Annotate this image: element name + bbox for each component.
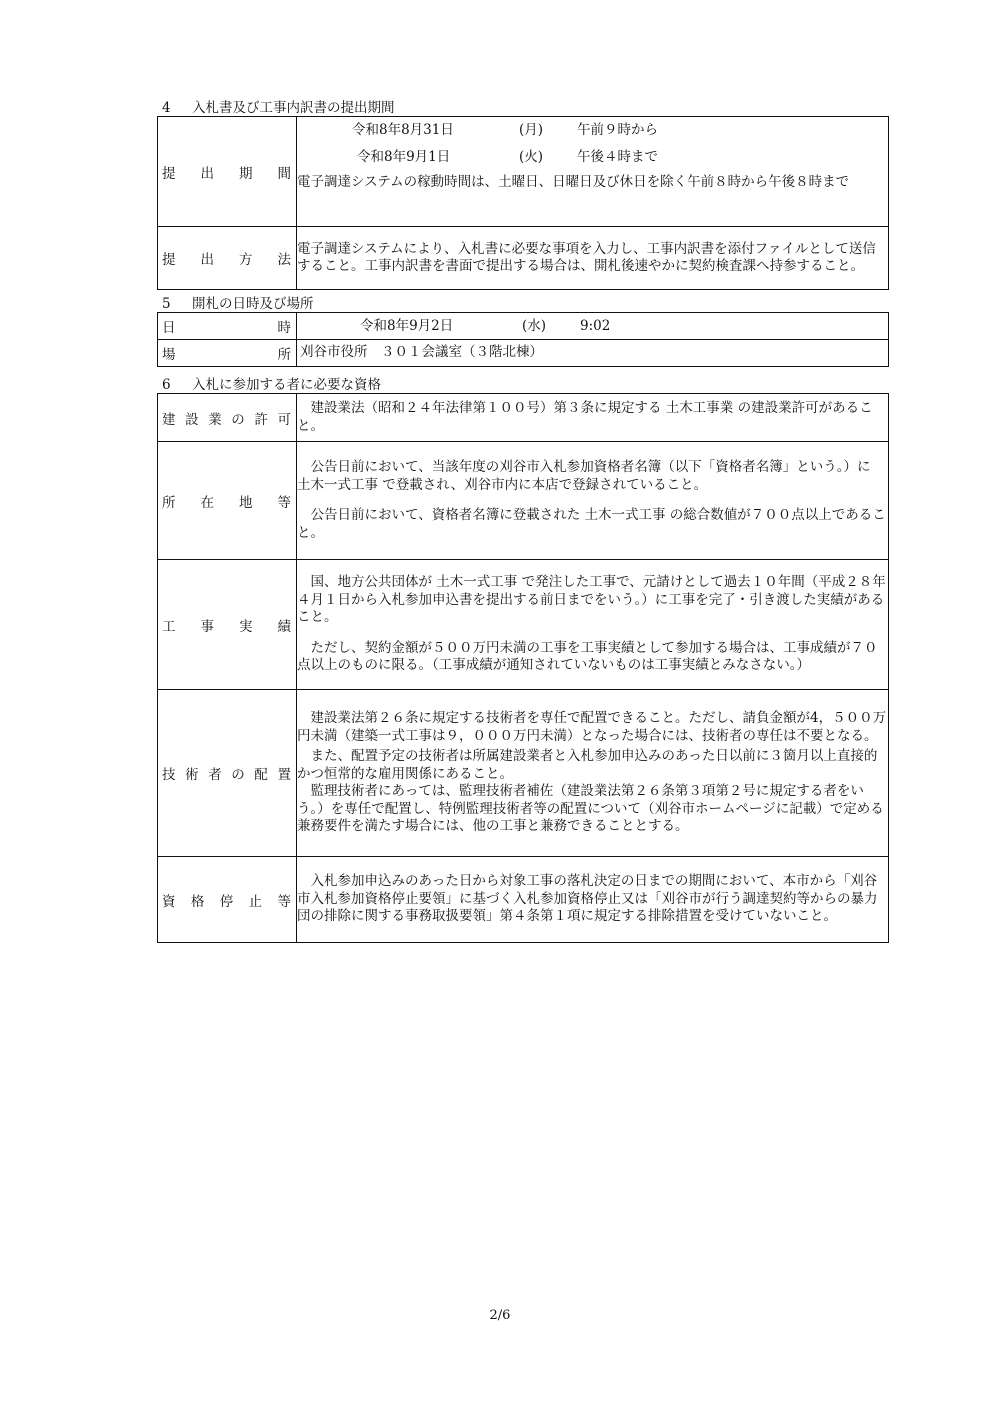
location-label-cell — [158, 442, 297, 560]
license-label-cell — [158, 394, 297, 442]
section-5-heading — [162, 292, 314, 312]
opening-table — [157, 312, 889, 367]
start-time: 午前９時から — [577, 122, 658, 138]
opening-weekday: (水) — [522, 318, 547, 334]
license-text: 建設業法（昭和２４年法律第１００号）第３条に規定する 土木工事業 の建設業許可があること。 — [297, 400, 873, 434]
period-cell — [297, 117, 889, 227]
start-weekday: (月) — [519, 122, 544, 138]
location-para-1: 公告日前において、当該年度の刈谷市入札参加資格者名簿（以下「資格者名簿」という。）に 土木一式工事 で登載され、刈谷市内に本店で登録されていること。 — [297, 459, 871, 493]
place-cell — [297, 340, 889, 367]
engineer-label-cell — [158, 690, 297, 857]
record-para-2: ただし、契約金額が５００万円未満の工事を工事実績として参加する場合は、工事成績が７０点以上のものに限る。（工事成績が通知されていないものは工事実績とみなさない。） — [297, 639, 878, 674]
page-number: 2/6 — [489, 1308, 511, 1323]
section-number: 4 — [162, 100, 171, 116]
period-label-cell — [158, 117, 297, 227]
period-end-row — [297, 144, 888, 171]
section-6-heading — [162, 373, 381, 393]
period-label: 提 出 期 間 — [162, 165, 291, 182]
place-label-cell — [158, 340, 297, 367]
place-label: 場 所 — [162, 347, 291, 363]
engineer-para-1: 建設業法第２６条に規定する技術者を専任で配置できること。ただし、請負金額が4，５００万円未満（建築一式工事は９，０００万円未満）となった場合には、技術者の専任は不要となる。 — [297, 710, 887, 744]
engineer-cell — [297, 690, 889, 857]
suspension-cell — [297, 857, 889, 943]
record-label-cell — [158, 560, 297, 690]
method-text: 電子調達システムにより、入札書に必要な事項を入力し、工事内訳書を添付ファイルとして送信すること。工事内訳書を書面で提出する場合は、開札後速やかに契約検査課へ持参すること。 — [297, 240, 876, 274]
suspension-label: 資 格 停 止 等 — [162, 893, 291, 910]
period-start-row — [297, 117, 888, 144]
location-para-2: 公告日前において、資格者名簿に登載された 土木一式工事 の総合数値が７００点以上であること。 — [297, 507, 886, 541]
section-title: 入札書及び工事内訳書の提出期間 — [192, 100, 395, 116]
section-number: 5 — [162, 296, 171, 312]
section-title: 開札の日時及び場所 — [192, 296, 314, 312]
end-weekday: (火) — [519, 149, 544, 165]
end-time: 午後４時まで — [577, 149, 658, 165]
section-number: 6 — [162, 377, 171, 393]
section-4-heading — [162, 96, 395, 116]
engineer-para-2: また、配置予定の技術者は所属建設業者と入札参加申込みのあった日以前に３箇月以上直接的かつ恒常的な雇用関係にあること。 — [297, 748, 878, 782]
suspension-text: 入札参加申込みのあった日から対象工事の落札決定の日までの期間において、本市から「刈谷市入札参加資格停止要領」に基づく入札参加資格停止又は「刈谷市が行う調達契約等からの暴力団の排除に関する事務取扱要領」第４条第１項に規定する排除措置を受けていないこと。 — [297, 873, 878, 925]
record-label: 工 事 実 績 — [162, 618, 291, 635]
method-label-cell — [158, 227, 297, 290]
record-para-1: 国、地方公共団体が 土木一式工事 で発注した工事で、元請けとして過去１０年間（平成２８年４月１日から入札参加申込書を提出する前日までをいう。）に工事を完了・引き渡した実績があること。 — [297, 574, 886, 626]
engineer-label: 技 術 者 の 配 置 — [162, 767, 291, 783]
submission-table — [157, 116, 889, 290]
license-cell — [297, 394, 889, 442]
opening-time: 9:02 — [580, 318, 611, 334]
location-label: 所 在 地 等 — [162, 494, 291, 511]
hours-note: 電子調達システムの稼動時間は、土曜日、日曜日及び休日を除く午前８時から午後８時まで — [297, 174, 850, 190]
engineer-para-3: 監理技術者にあっては、監理技術者補佐（建設業法第２６条第３項第２号に規定する者をいう。）を専任で配置し、特例監理技術者等の配置について（刈谷市ホームページに記載）で定める兼務要件を満たす場合には、他の工事と兼務できることとする。 — [297, 783, 884, 835]
license-label: 建 設 業 の 許 可 — [162, 411, 291, 428]
datetime-label-cell — [158, 313, 297, 340]
end-date: 令和8年9月1日 — [357, 149, 451, 165]
start-date: 令和8年8月31日 — [352, 122, 454, 138]
location-cell — [297, 442, 889, 560]
opening-place: 刈谷市役所 ３０１会議室（３階北棟） — [300, 344, 543, 361]
datetime-cell — [297, 313, 889, 340]
datetime-label: 日 時 — [162, 320, 291, 336]
section-title: 入札に参加する者に必要な資格 — [192, 377, 381, 393]
method-cell — [297, 227, 889, 290]
method-label: 提 出 方 法 — [162, 252, 291, 268]
opening-datetime-row — [300, 314, 885, 338]
suspension-label-cell — [158, 857, 297, 943]
qualifications-table — [157, 393, 889, 943]
record-cell — [297, 560, 889, 690]
opening-date: 令和8年9月2日 — [360, 318, 454, 334]
